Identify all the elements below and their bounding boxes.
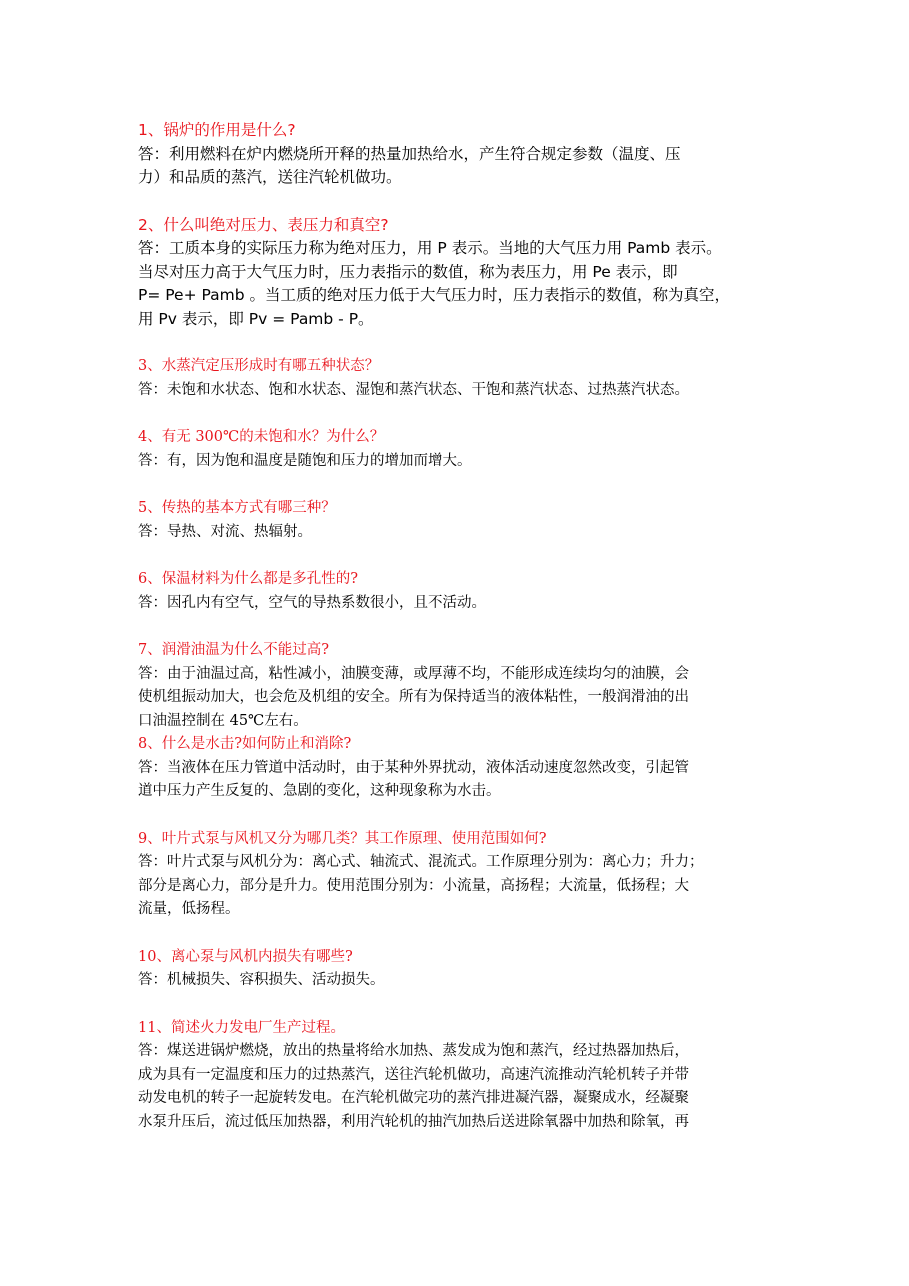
answer-line: 部分是离心力，部分是升力。使用范围分别为：小流量，高扬程；大流量，低扬程；大 bbox=[138, 877, 689, 894]
answer-line: 口油温控制在 45℃左右。 bbox=[138, 712, 308, 729]
qa-item-4 bbox=[138, 426, 778, 473]
answer-line: 力）和品质的蒸汽，送往汽轮机做功。 bbox=[138, 168, 402, 186]
question-11: 11、简述火力发电厂生产过程。 bbox=[138, 1019, 345, 1036]
answer-7 bbox=[138, 663, 778, 734]
answer-8 bbox=[138, 757, 778, 804]
qa-list bbox=[138, 119, 778, 1134]
answer-line: 答：由于油温过高，粘性减小，油膜变薄，或厚薄不均，不能形成连续均匀的油膜，会 bbox=[138, 665, 689, 682]
qa-item-7 bbox=[138, 639, 778, 733]
qa-item-1 bbox=[138, 119, 778, 190]
answer-6 bbox=[138, 592, 778, 616]
answer-line: 答：机械损失、容积损失、活动损失。 bbox=[138, 972, 385, 988]
question-6: 6、保温材料为什么都是多孔性的? bbox=[138, 571, 358, 587]
answer-line: 答：因孔内有空气，空气的导热系数很小，且不活动。 bbox=[138, 594, 486, 611]
question-9: 9、叶片式泵与风机又分为哪几类？其工作原理、使用范围如何? bbox=[138, 830, 547, 847]
answer-line: 水泵升压后，流过低压加热器，利用汽轮机的抽汽加热后送进除氧器中加热和除氧，再 bbox=[138, 1113, 689, 1130]
question-10: 10、离心泵与风机内损失有哪些? bbox=[138, 948, 353, 965]
qa-item-3 bbox=[138, 355, 778, 402]
question-8: 8、什么是水击?如何防止和消除? bbox=[138, 736, 352, 752]
answer-line: 答：未饱和水状态、饱和水状态、湿饱和蒸汽状态、干饱和蒸汽状态、过热蒸汽状态。 bbox=[138, 381, 689, 398]
qa-item-10 bbox=[138, 946, 778, 993]
qa-item-9 bbox=[138, 828, 778, 922]
qa-item-11 bbox=[138, 1017, 778, 1135]
answer-line: 动发电机的转子一起旋转发电。在汽轮机做完功的蒸汽排进凝汽器，凝聚成水，经凝聚 bbox=[138, 1090, 689, 1106]
question-7: 7、润滑油温为什么不能过高? bbox=[138, 642, 329, 658]
answer-line: 成为具有一定温度和压力的过热蒸汽，送往汽轮机做功，高速汽流推动汽轮机转子并带 bbox=[138, 1066, 689, 1083]
question-2: 2、什么叫绝对压力、表压力和真空? bbox=[138, 215, 389, 234]
answer-line: 答：工质本身的实际压力称为绝对压力，用 P 表示。当地的大气压力用 Pamb 表示。 bbox=[138, 239, 722, 257]
answer-line: 答：导热、对流、热辐射。 bbox=[138, 523, 312, 540]
qa-item-8 bbox=[138, 733, 778, 804]
question-3: 3、水蒸汽定压形成时有哪五种状态？ bbox=[138, 358, 380, 374]
qa-item-2 bbox=[138, 214, 778, 332]
qa-item-6 bbox=[138, 568, 778, 615]
answer-line: 答：叶片式泵与风机分为：离心式、轴流式、混流式。工作原理分别为：离心力；升力； bbox=[138, 854, 704, 870]
answer-1 bbox=[138, 143, 778, 190]
answer-line: 答：煤送进锅炉燃烧，放出的热量将给水加热、蒸发成为饱和蒸汽，经过热器加热后， bbox=[138, 1043, 689, 1059]
question-4: 4、有无 300℃的未饱和水？为什么？ bbox=[138, 429, 385, 445]
answer-2 bbox=[138, 237, 778, 331]
answer-line: 答：当液体在压力管道中活动时，由于某种外界扰动，液体活动速度忽然改变，引起管 bbox=[138, 759, 689, 776]
answer-line: 流量，低扬程。 bbox=[138, 901, 240, 917]
qa-item-5 bbox=[138, 497, 778, 544]
answer-line: 道中压力产生反复的、急剧的变化，这种现象称为水击。 bbox=[138, 783, 501, 799]
answer-line: 当尽对压力高于大气压力时，压力表指示的数值，称为表压力，用 Pe 表示，即 bbox=[138, 262, 678, 281]
answer-11 bbox=[138, 1040, 778, 1134]
answer-line: 用 Pv 表示，即 Pv = Pamb - P。 bbox=[138, 309, 374, 328]
question-5: 5、传热的基本方式有哪三种？ bbox=[138, 500, 336, 516]
answer-line: 答：利用燃料在炉内燃烧所开释的热量加热给水，产生符合规定参数（温度、压 bbox=[138, 144, 681, 163]
answer-3 bbox=[138, 379, 778, 403]
answer-9 bbox=[138, 851, 778, 922]
answer-5 bbox=[138, 521, 778, 545]
answer-line: P= Pe+ Pamb 。当工质的绝对压力低于大气压力时，压力表指示的数值，称为真空， bbox=[138, 286, 731, 304]
answer-4 bbox=[138, 450, 778, 474]
answer-line: 使机组振动加大，也会危及机组的安全。所有为保持适当的液体粘性，一般润滑油的出 bbox=[138, 689, 689, 705]
question-1: 1、锅炉的作用是什么? bbox=[138, 121, 296, 139]
answer-line: 答：有，因为饱和温度是随饱和压力的增加而增大。 bbox=[138, 452, 472, 469]
answer-10 bbox=[138, 969, 778, 993]
